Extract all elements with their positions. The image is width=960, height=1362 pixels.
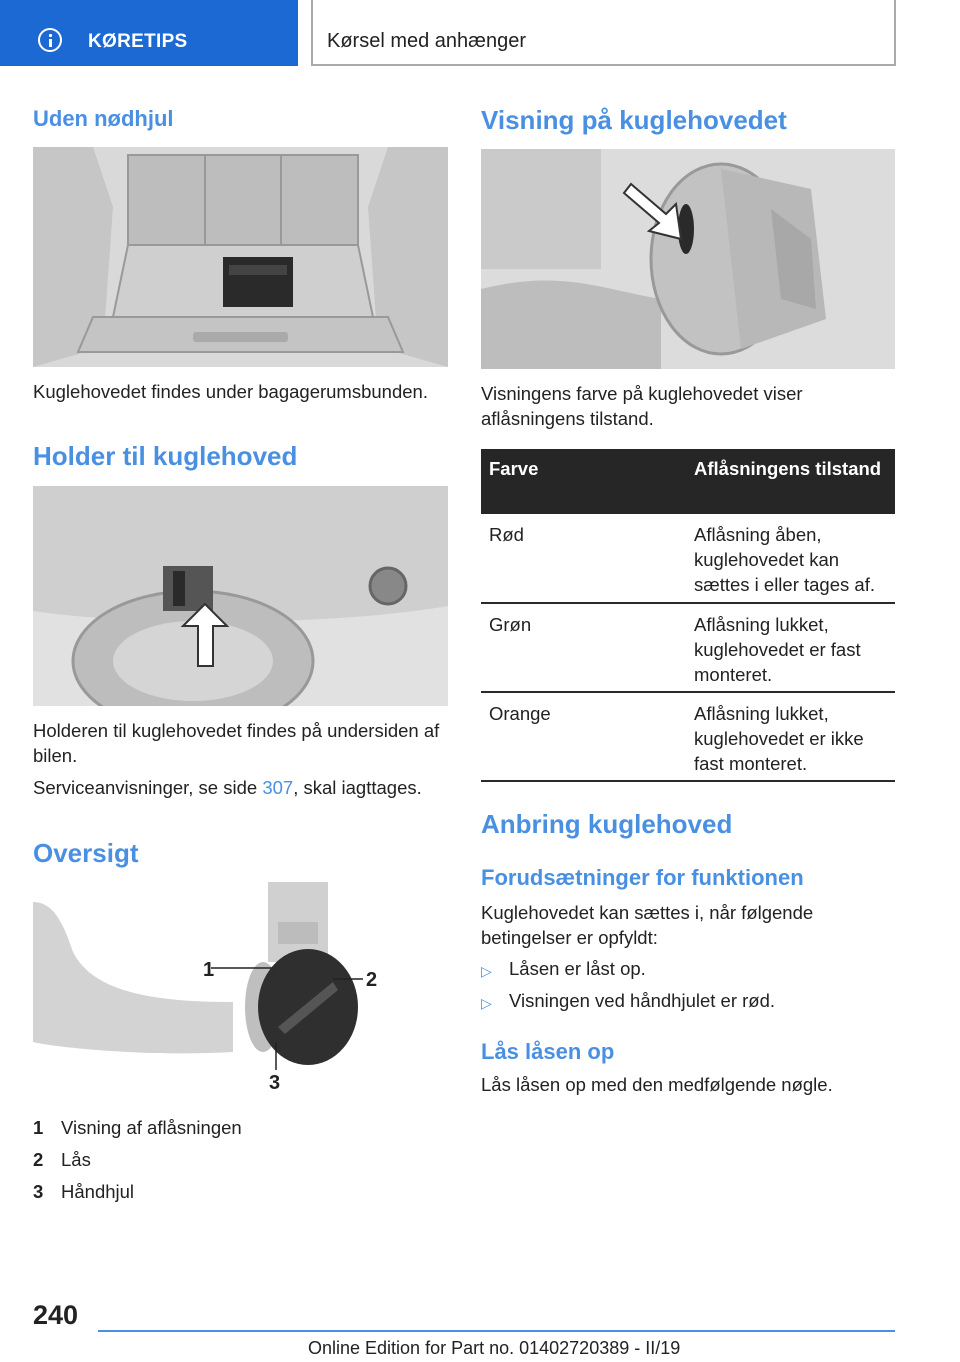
- ball-head-image: [481, 149, 895, 369]
- caption-ball-head: Visningens farve på kuglehovedet viser aflåsningens tilstand.: [481, 383, 803, 429]
- page-number: 240: [33, 1300, 79, 1330]
- bullet-triangle-icon: ▷: [481, 995, 492, 1011]
- status-table: [481, 449, 895, 782]
- text-holder-location: Holderen til kuglehovedet findes på undersiden af bilen.: [33, 720, 440, 766]
- legend-label-1: Visning af aflåsningen: [61, 1117, 242, 1138]
- service-text-post: , skal iagttages.: [293, 777, 422, 798]
- text-unlock: Lås låsen op med den medfølgende nøgle.: [481, 1074, 833, 1095]
- row-color: Orange: [489, 703, 551, 724]
- heading-oversigt: Oversigt: [33, 838, 139, 868]
- heading-anbring: Anbring kuglehoved: [481, 809, 733, 839]
- row-color: Rød: [489, 524, 524, 545]
- heading-holder: Holder til kuglehoved: [33, 441, 298, 471]
- text-service: [33, 775, 448, 800]
- row-state: Aflåsning lukket, kuglehovedet er ikke fast monteret.: [694, 703, 864, 774]
- overview-image: [33, 882, 448, 1102]
- holder-image: [33, 486, 448, 706]
- footer-divider: [98, 1330, 895, 1332]
- table-header: [481, 449, 895, 514]
- section-title: KØRETIPS: [88, 31, 188, 52]
- heading-forudsaetninger: Forudsætninger for funktionen: [481, 865, 804, 890]
- row-state: Aflåsning lukket, kuglehovedet er fast monteret.: [694, 614, 861, 685]
- section-tab: [0, 0, 298, 66]
- legend-num-1: 1: [33, 1117, 44, 1138]
- header-color: Farve: [489, 458, 539, 479]
- callout-1: 1: [203, 959, 215, 981]
- legend-label-3: Håndhjul: [61, 1181, 135, 1202]
- bullet-triangle-icon: ▷: [481, 963, 492, 979]
- callout-2: 2: [366, 969, 378, 991]
- caption-trunk: Kuglehovedet findes under bagagerumsbunden.: [33, 381, 428, 402]
- row-state: Aflåsning åben, kuglehovedet kan sættes i eller tages af.: [694, 524, 875, 595]
- info-icon: [38, 28, 62, 52]
- page-link[interactable]: 307: [262, 777, 294, 798]
- trunk-image: [33, 147, 448, 367]
- legend-label-2: Lås: [61, 1149, 91, 1170]
- table-row: [481, 514, 895, 604]
- legend-num-2: 2: [33, 1149, 44, 1170]
- legend-num-3: 3: [33, 1181, 44, 1202]
- chapter-title: Kørsel med anhænger: [327, 30, 526, 52]
- table-row: [481, 604, 895, 693]
- text-conditions: Kuglehovedet kan sættes i, når følgende betingelser er opfyldt:: [481, 902, 814, 948]
- bullet-item-2: Visningen ved håndhjulet er rød.: [509, 990, 776, 1011]
- row-color: Grøn: [489, 614, 532, 635]
- table-row: [481, 693, 895, 782]
- service-text-pre: Serviceanvisninger, se side: [33, 777, 263, 798]
- callout-3: 3: [269, 1072, 281, 1094]
- heading-visning: Visning på kuglehovedet: [481, 105, 787, 135]
- edition-text: Online Edition for Part no. 01402720389 - II/19: [308, 1338, 681, 1358]
- bullet-item-1: Låsen er låst op.: [509, 958, 646, 979]
- header-state: Aflåsningens tilstand: [694, 458, 882, 479]
- heading-laas-op: Lås låsen op: [481, 1039, 615, 1064]
- heading-uden-nodhjul: Uden nødhjul: [33, 106, 174, 131]
